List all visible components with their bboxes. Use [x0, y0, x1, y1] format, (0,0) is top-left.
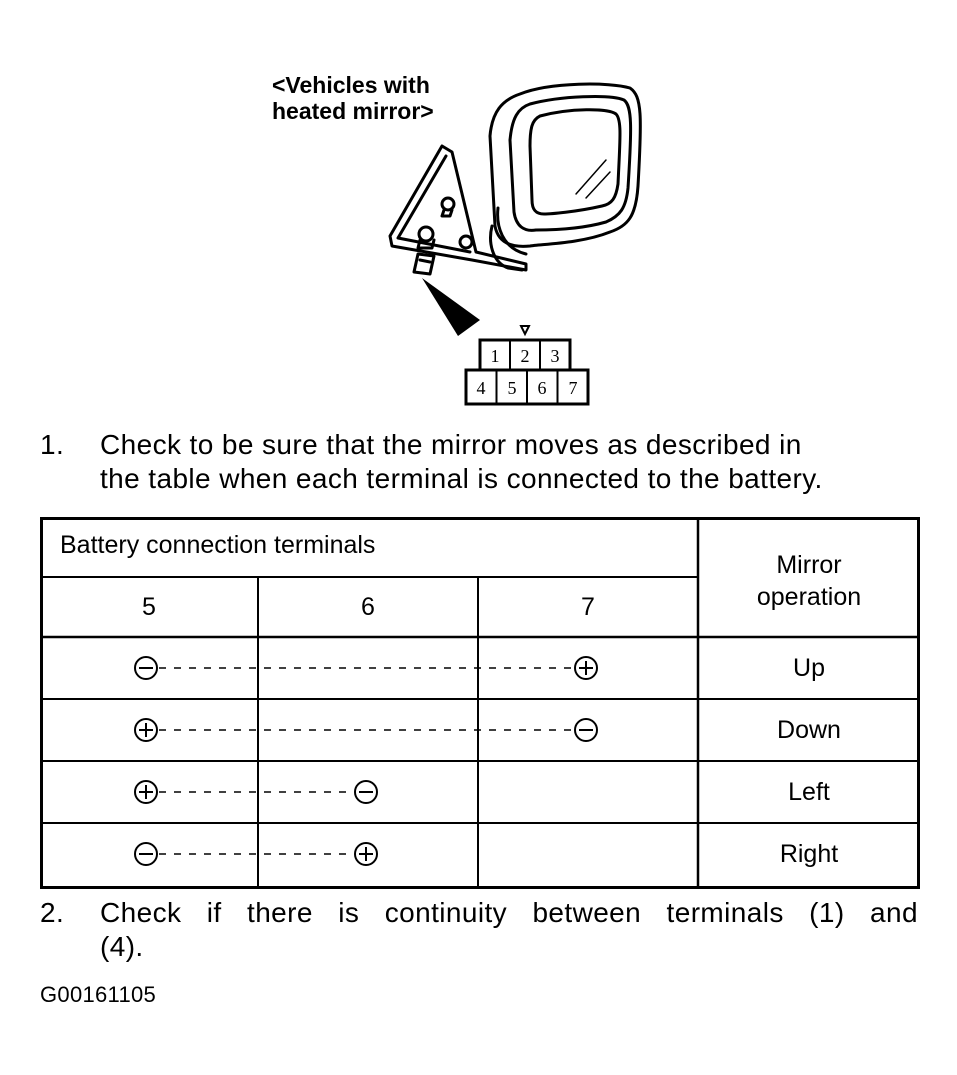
- connector-pin-2: 2: [520, 346, 530, 366]
- operation-up: Up: [793, 654, 825, 682]
- connector-latch-icon: [521, 326, 529, 334]
- plus-terminal-icon: [135, 719, 157, 741]
- operation-down: Down: [777, 716, 841, 744]
- step-word: is: [338, 897, 360, 928]
- step-word: if: [206, 897, 222, 928]
- step-text-line: Check to be sure that the mirror moves as described in: [100, 429, 802, 460]
- operation-right: Right: [779, 840, 839, 868]
- connector-pin-4: 4: [476, 378, 486, 398]
- minus-terminal-icon: [135, 843, 157, 865]
- header-terminal-7: 7: [581, 593, 595, 621]
- step-2: [40, 896, 920, 968]
- step-number: 1.: [40, 429, 65, 460]
- step-word: there: [247, 897, 313, 928]
- header-battery-connection-terminals: Battery connection terminals: [60, 531, 376, 559]
- connector-pin-7: 7: [568, 378, 578, 398]
- step-word: between: [532, 897, 642, 928]
- header-mirror-operation-line: Mirror: [776, 551, 842, 579]
- header-mirror-operation: [698, 549, 920, 613]
- plus-terminal-icon: [575, 657, 597, 679]
- step-text: [100, 896, 918, 964]
- callout-line-1: <Vehicles with: [272, 72, 430, 98]
- step-number: 2.: [40, 897, 65, 928]
- header-mirror-operation-line: operation: [756, 583, 862, 611]
- plus-terminal-icon: [355, 843, 377, 865]
- connector-pin-3: 3: [550, 346, 560, 366]
- pointer-arrow-icon: [422, 278, 480, 336]
- step-word: (1): [809, 897, 845, 928]
- step-word: and: [870, 897, 918, 928]
- connector-pin-6: 6: [537, 378, 547, 398]
- minus-terminal-icon: [575, 719, 597, 741]
- step-text-line: (4).: [100, 931, 144, 962]
- plus-terminal-icon: [135, 781, 157, 803]
- header-terminal-5: 5: [142, 593, 156, 621]
- step-word: continuity: [384, 897, 508, 928]
- connector-pin-5: 5: [507, 378, 517, 398]
- mirror-and-connector-illustration: [380, 76, 650, 416]
- header-terminal-6: 6: [361, 593, 375, 621]
- connector-face: [466, 326, 588, 404]
- callout-line-2: heated mirror>: [272, 98, 434, 124]
- step-word: terminals: [666, 897, 784, 928]
- step-text-line: [100, 896, 918, 930]
- operation-left: Left: [788, 778, 830, 806]
- step-word: Check: [100, 897, 182, 928]
- document-id: G00161105: [40, 982, 157, 1007]
- minus-terminal-icon: [135, 657, 157, 679]
- battery-connection-table: [40, 517, 920, 889]
- connector-pin-1: 1: [490, 346, 500, 366]
- minus-terminal-icon: [355, 781, 377, 803]
- step-text-line: the table when each terminal is connected to the battery.: [100, 463, 823, 494]
- step-1: [40, 428, 920, 500]
- step-text: [100, 428, 823, 496]
- door-mirror-drawing: [390, 84, 640, 274]
